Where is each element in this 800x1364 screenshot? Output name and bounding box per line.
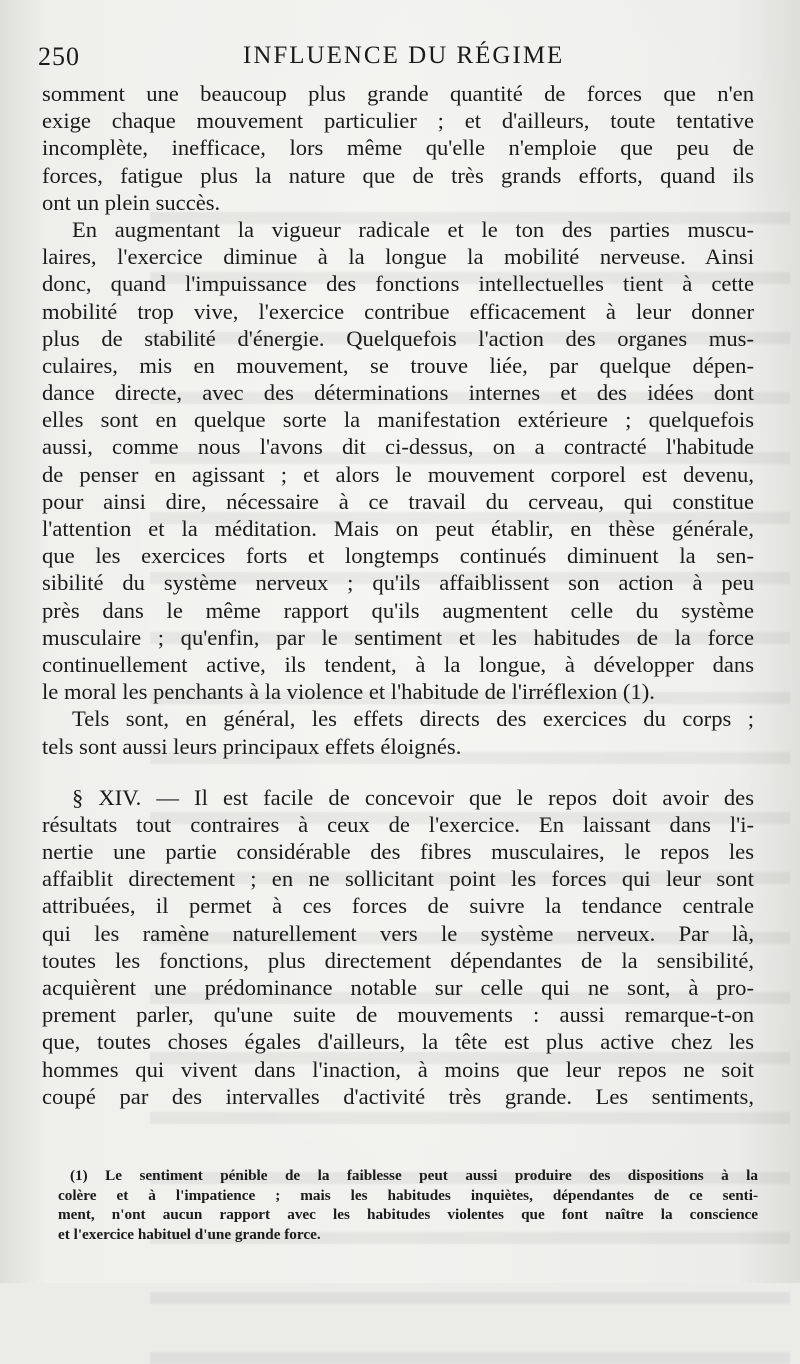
text-line: laires, l'exercice diminue à la longue la mobilité nerveuse. Ainsi — [42, 244, 754, 270]
text-line: aussi, comme nous l'avons dit ci-dessus, on a contracté l'habitude — [42, 434, 754, 460]
text-line: Tels sont, en général, les effets directs des exercices du corps ; — [72, 706, 754, 732]
paragraph — [42, 705, 754, 759]
text-line: résultats tout contraires à ceux de l'exercice. En laissant dans l'i- — [42, 811, 754, 837]
text-line: acquièrent une prédominance notable sur celle qui ne sont, à pro- — [42, 975, 754, 1000]
text-line: musculaire ; qu'enfin, par le sentiment et les habitudes de la force — [42, 624, 754, 650]
footnote — [58, 1166, 758, 1244]
text-line: elles sont en quelque sorte la manifestation extérieure ; quelquefois — [42, 407, 754, 433]
body-text — [42, 80, 754, 1110]
text-line: le moral les penchants à la violence et l'habitude de l'irréflexion (1). — [42, 679, 655, 705]
text-line: somment une beaucoup plus grande quantité de forces que n'en — [42, 81, 754, 106]
paragraph — [42, 216, 754, 705]
page-number: 250 — [38, 42, 80, 71]
text-line: affaiblit directement ; en ne sollicitant point les forces qui leur sont — [42, 866, 754, 892]
text-line: prement parler, qu'une suite de mouvements : aussi remarque-t-on — [42, 1002, 754, 1028]
text-line: attribuées, il permet à ces forces de suivre la tendance centrale — [42, 893, 754, 919]
text-line: de penser en agissant ; et alors le mouvement corporel est devenu, — [42, 461, 754, 487]
paragraph — [42, 784, 754, 1110]
text-line: En augmentant la vigueur radicale et le ton des parties muscu- — [72, 216, 754, 242]
text-line: plus de stabilité d'énergie. Quelquefois l'action des organes mus- — [42, 325, 754, 351]
footnote-line: colère et à l'impatience ; mais les habitudes inquiètes, dépendantes de ce senti- — [58, 1186, 758, 1204]
text-line: que les exercices forts et longtemps continués diminuent la sen- — [42, 543, 754, 569]
text-line: forces, fatigue plus la nature que de très grands efforts, quand ils — [42, 162, 754, 188]
text-line: hommes qui vivent dans l'inaction, à moins que leur repos ne soit — [42, 1056, 754, 1082]
text-line: nertie une partie considérable des fibres musculaires, le repos les — [42, 839, 754, 865]
text-line: exige chaque mouvement particulier ; et d'ailleurs, toute tentative — [42, 108, 754, 134]
text-line: sibilité du système nerveux ; qu'ils affaiblissent son action à peu — [42, 570, 754, 596]
text-line: qui les ramène naturellement vers le système nerveux. Par là, — [42, 920, 754, 946]
text-line: incomplète, inefficace, lors même qu'elle n'emploie que peu de — [42, 135, 754, 161]
text-line: continuellement active, ils tendent, à la longue, à développer dans — [42, 651, 754, 677]
text-line: l'attention et la méditation. Mais on peut établir, en thèse générale, — [42, 516, 754, 541]
page-header — [38, 42, 758, 72]
text-line: ont un plein succès. — [42, 189, 221, 215]
footnote-line: (1) Le sentiment pénible de la faiblesse peut aussi produire des dispositions à la — [70, 1167, 758, 1184]
text-line: culaires, mis en mouvement, se trouve liée, par quelque dépen- — [42, 352, 754, 378]
text-line: que, toutes choses égales d'ailleurs, la tête est plus active chez les — [42, 1029, 754, 1055]
footnote-line: ment, n'ont aucun rapport avec les habitudes violentes que font naître la conscience — [58, 1206, 758, 1224]
text-line: dance directe, avec des déterminations internes et des idées dont — [42, 380, 754, 406]
running-head: INFLUENCE DU RÉGIME — [243, 42, 565, 69]
text-line: coupé par des intervalles d'activité très grande. Les sentiments, — [42, 1083, 754, 1109]
footnote-line: et l'exercice habituel d'une grande force. — [58, 1225, 321, 1243]
text-line: près dans le même rapport qu'ils augmentent celle du système — [42, 597, 754, 623]
text-line: § XIV. — Il est facile de concevoir que le repos doit avoir des — [72, 784, 754, 810]
paragraph — [42, 80, 754, 216]
text-line: mobilité trop vive, l'exercice contribue efficacement à leur donner — [42, 298, 754, 324]
section-gap — [42, 760, 754, 784]
text-line: pour ainsi dire, nécessaire à ce travail du cerveau, qui constitue — [42, 488, 754, 514]
text-line: donc, quand l'impuissance des fonctions intellectuelles tient à cette — [42, 271, 754, 297]
text-line: toutes les fonctions, plus directement dépendantes de la sensibilité, — [42, 947, 754, 973]
text-line: tels sont aussi leurs principaux effets éloignés. — [42, 733, 462, 759]
